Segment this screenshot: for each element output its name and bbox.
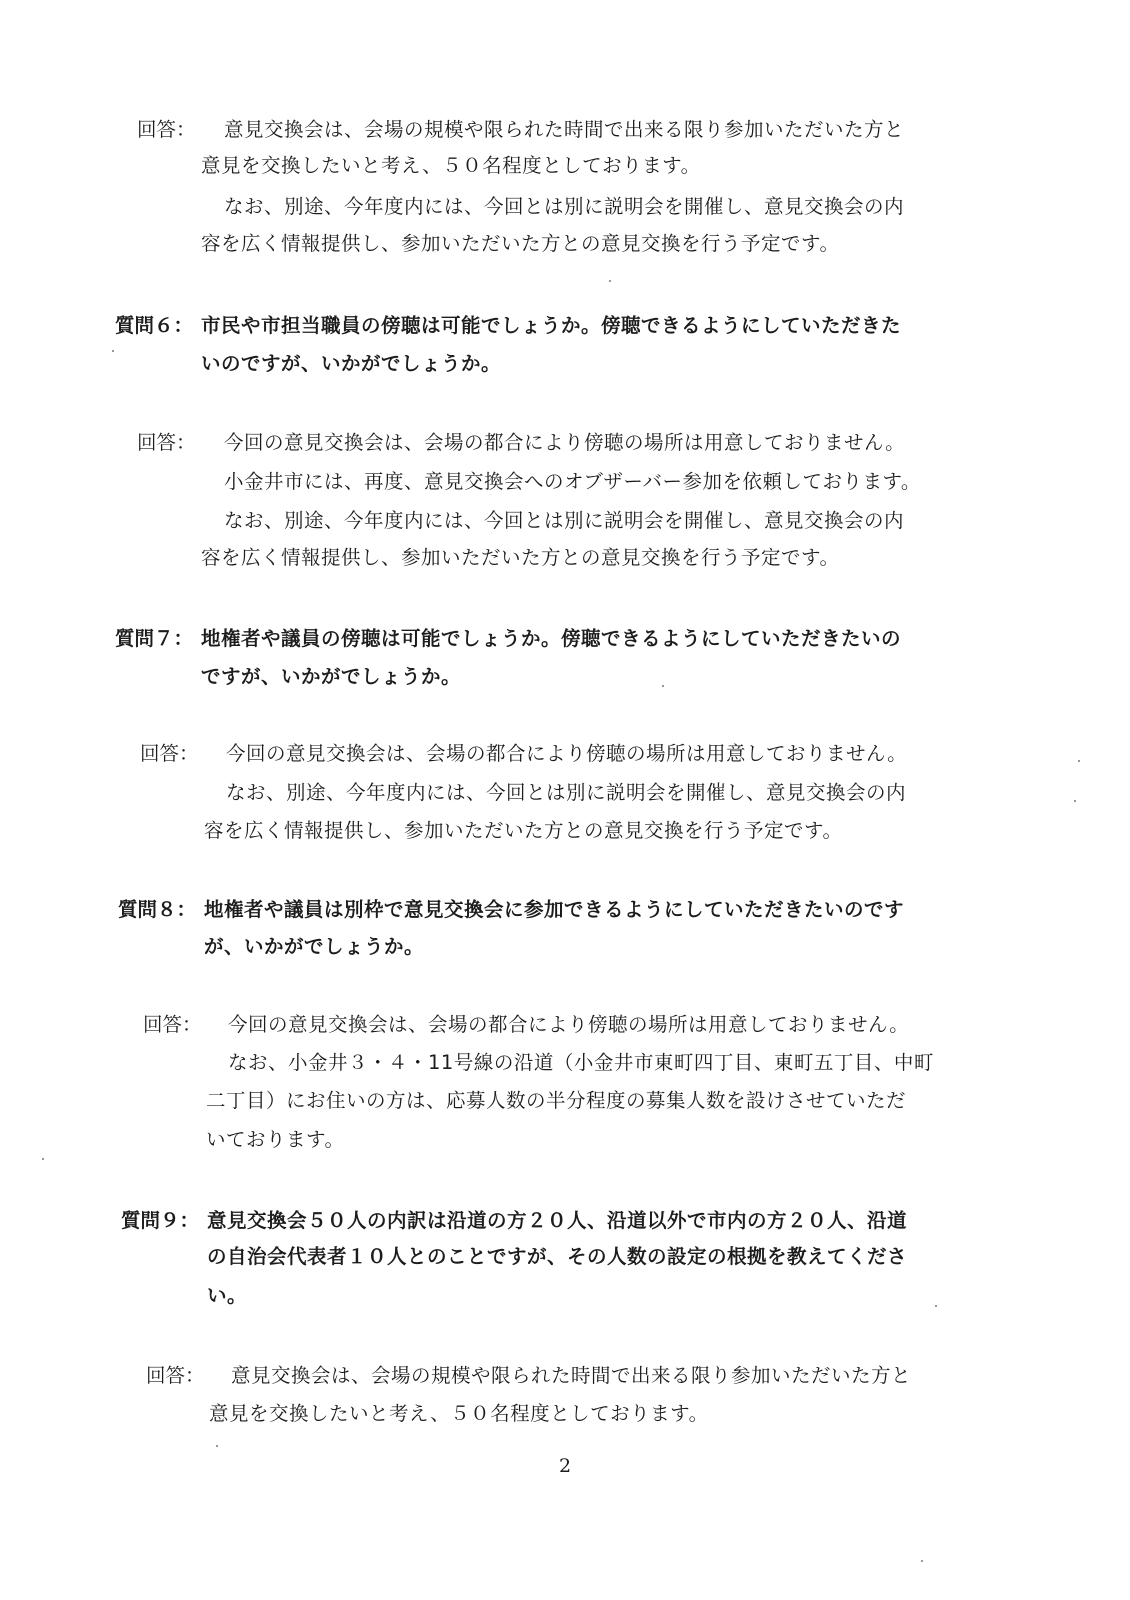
answer-line: なお、小金井３・４・11号線の沿道（小金井市東町四丁目、東町五丁目、中町 — [228, 1051, 934, 1074]
scan-speck — [935, 1305, 937, 1307]
question-line: 意見交換会５０人の内訳は沿道の方２０人、沿道以外で市内の方２０人、沿道 — [207, 1209, 908, 1232]
question-line: の自治会代表者１０人とのことですが、その人数の設定の根拠を教えてくださ — [207, 1245, 908, 1268]
answer-line: 意見を交換したいと考え、５０名程度としております。 — [201, 154, 701, 177]
question-line: い。 — [207, 1284, 248, 1307]
answer-line: 意見交換会は、会場の規模や限られた時間で出来る限り参加いただいた方と — [224, 118, 905, 141]
page-number: 2 — [558, 1455, 572, 1477]
question-label: 質問７： — [115, 627, 194, 650]
question-line: 地権者や議員は別枠で意見交換会に参加できるようにしていただきたいのです — [204, 898, 905, 921]
answer-line: なお、別途、今年度内には、今回とは別に説明会を開催し、意見交換会の内 — [224, 509, 905, 532]
scan-speck — [1078, 760, 1080, 762]
answer-line: 容を広く情報提供し、参加いただいた方との意見交換を行う予定です。 — [204, 819, 843, 842]
answer-line: 意見を交換したいと考え、５０名程度としております。 — [209, 1402, 709, 1425]
answer-line: 今回の意見交換会は、会場の都合により傍聴の場所は用意しておりません。 — [226, 742, 908, 765]
answer-line: いております。 — [206, 1128, 345, 1151]
answer-label: 回答： — [140, 742, 199, 765]
scan-speck — [1074, 800, 1076, 802]
question-line: 市民や市担当職員の傍聴は可能でしょうか。傍聴できるようにしていただきた — [201, 314, 902, 337]
scan-speck — [609, 280, 611, 282]
answer-line: 容を広く情報提供し、参加いただいた方との意見交換を行う予定です。 — [201, 546, 840, 569]
answer-label: 回答： — [143, 1013, 202, 1036]
answer-line: 二丁目）にお住いの方は、応募人数の半分程度の募集人数を設けさせていただ — [206, 1089, 907, 1112]
question-line: いのですが、いかがでしょうか。 — [201, 352, 502, 375]
question-line: が、いかがでしょうか。 — [204, 935, 425, 958]
answer-line: なお、別途、今年度内には、今回とは別に説明会を開催し、意見交換会の内 — [226, 781, 907, 804]
answer-line: なお、別途、今年度内には、今回とは別に説明会を開催し、意見交換会の内 — [224, 195, 905, 218]
question-label: 質問６： — [115, 314, 194, 337]
answer-line: 今回の意見交換会は、会場の都合により傍聴の場所は用意しておりません。 — [224, 431, 906, 454]
scan-speck — [662, 685, 664, 687]
answer-label: 回答： — [146, 1364, 205, 1387]
question-label: 質問８： — [118, 898, 197, 921]
answer-line: 意見交換会は、会場の規模や限られた時間で出来る限り参加いただいた方と — [231, 1364, 912, 1387]
question-label: 質問９： — [121, 1209, 200, 1232]
scan-speck — [112, 350, 114, 352]
answer-label: 回答： — [137, 431, 196, 454]
scan-speck — [216, 1445, 218, 1447]
answer-line: 小金井市には、再度、意見交換会へのオブザーバー参加を依頼しております。 — [224, 470, 921, 493]
scan-speck — [42, 1158, 44, 1160]
answer-line: 今回の意見交換会は、会場の都合により傍聴の場所は用意しておりません。 — [228, 1013, 910, 1036]
answer-line: 容を広く情報提供し、参加いただいた方との意見交換を行う予定です。 — [201, 232, 840, 255]
question-line: 地権者や議員の傍聴は可能でしょうか。傍聴できるようにしていただきたいの — [201, 627, 902, 650]
scan-speck — [921, 1560, 923, 1562]
answer-label: 回答： — [137, 118, 196, 141]
question-line: ですが、いかがでしょうか。 — [201, 665, 462, 688]
